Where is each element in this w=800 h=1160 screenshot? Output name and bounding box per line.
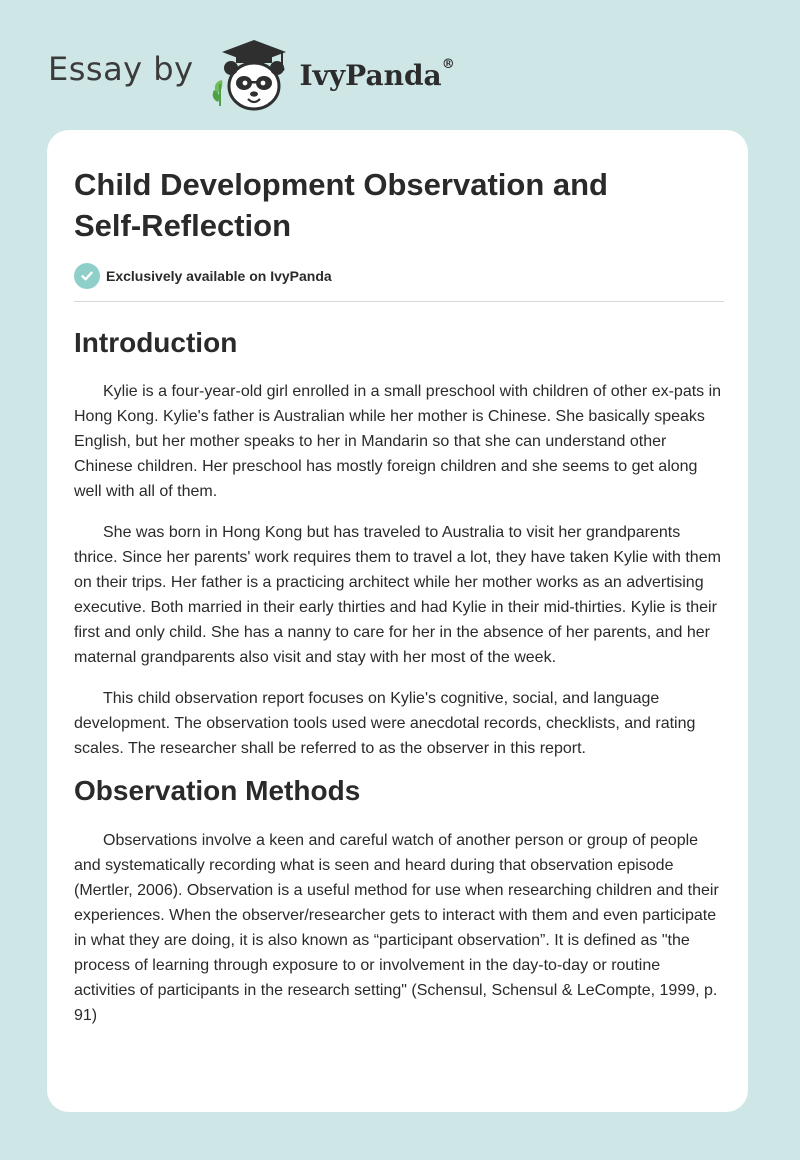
section-heading-introduction: Introduction xyxy=(74,327,238,358)
brand-name: IvyPanda xyxy=(299,58,442,92)
essay-card xyxy=(47,130,748,1112)
essay-content xyxy=(74,130,724,1028)
section-heading-observation-methods: Observation Methods xyxy=(74,775,361,806)
exclusive-badge xyxy=(74,263,724,289)
paragraph: Observations involve a keen and careful watch of another person or group of people and systematically recording what is seen and heard during that observation episode (Mertler, 2006). Observation is a useful method for use when researching children and their experiences. When the observer/researcher gets to interact with them and even participate in what they are doing, it is also known as “participant observation”. It is defined as "the process of learning through exposure to or involvement in the day-to-day or routine activities of participants in the research setting" (Schensul, Schensul & LeCompte, 1999, p. 91) xyxy=(74,832,719,1024)
title-line-2: Self-Reflection xyxy=(74,208,292,243)
registered-mark: ® xyxy=(441,56,455,72)
paragraph: Kylie is a four-year-old girl enrolled in a small preschool with children of other ex-pats in Hong Kong. Kylie's father is Australian while her mother is Chinese. She basically speaks English, but her mother speaks to her in Mandarin so that she can understand other Chinese children. Her preschool has mostly foreign children and she seems to get along well with all of them. xyxy=(74,383,722,500)
exclusive-label: Exclusively available on IvyPanda xyxy=(106,268,332,284)
divider xyxy=(74,301,724,302)
paragraph: She was born in Hong Kong but has traveled to Australia to visit her grandparents thrice. Since her parents' work requires them to travel a lot, they have taken Kylie with them on their trips. Her father is a practicing architect while her mother works as an advertising executive. Both married in their early thirties and had Kylie in their mid-thirties. Kylie is their first and only child. She has a nanny to care for her in the absence of her parents, and her maternal grandparents also visit and stay with her most of the week. xyxy=(74,524,721,666)
essay-by-label: Essay by xyxy=(48,50,194,88)
check-icon xyxy=(74,263,100,289)
page-title xyxy=(74,164,724,246)
site-header xyxy=(48,34,455,114)
paragraph: This child observation report focuses on Kylie's cognitive, social, and language development. The observation tools used were anecdotal records, checklists, and rating scales. The researcher shall be referred to as the observer in this report. xyxy=(74,690,696,757)
panda-graduate-icon[interactable] xyxy=(208,36,298,112)
title-line-1: Child Development Observation and xyxy=(74,167,608,202)
brand-logo-text[interactable] xyxy=(299,56,455,92)
